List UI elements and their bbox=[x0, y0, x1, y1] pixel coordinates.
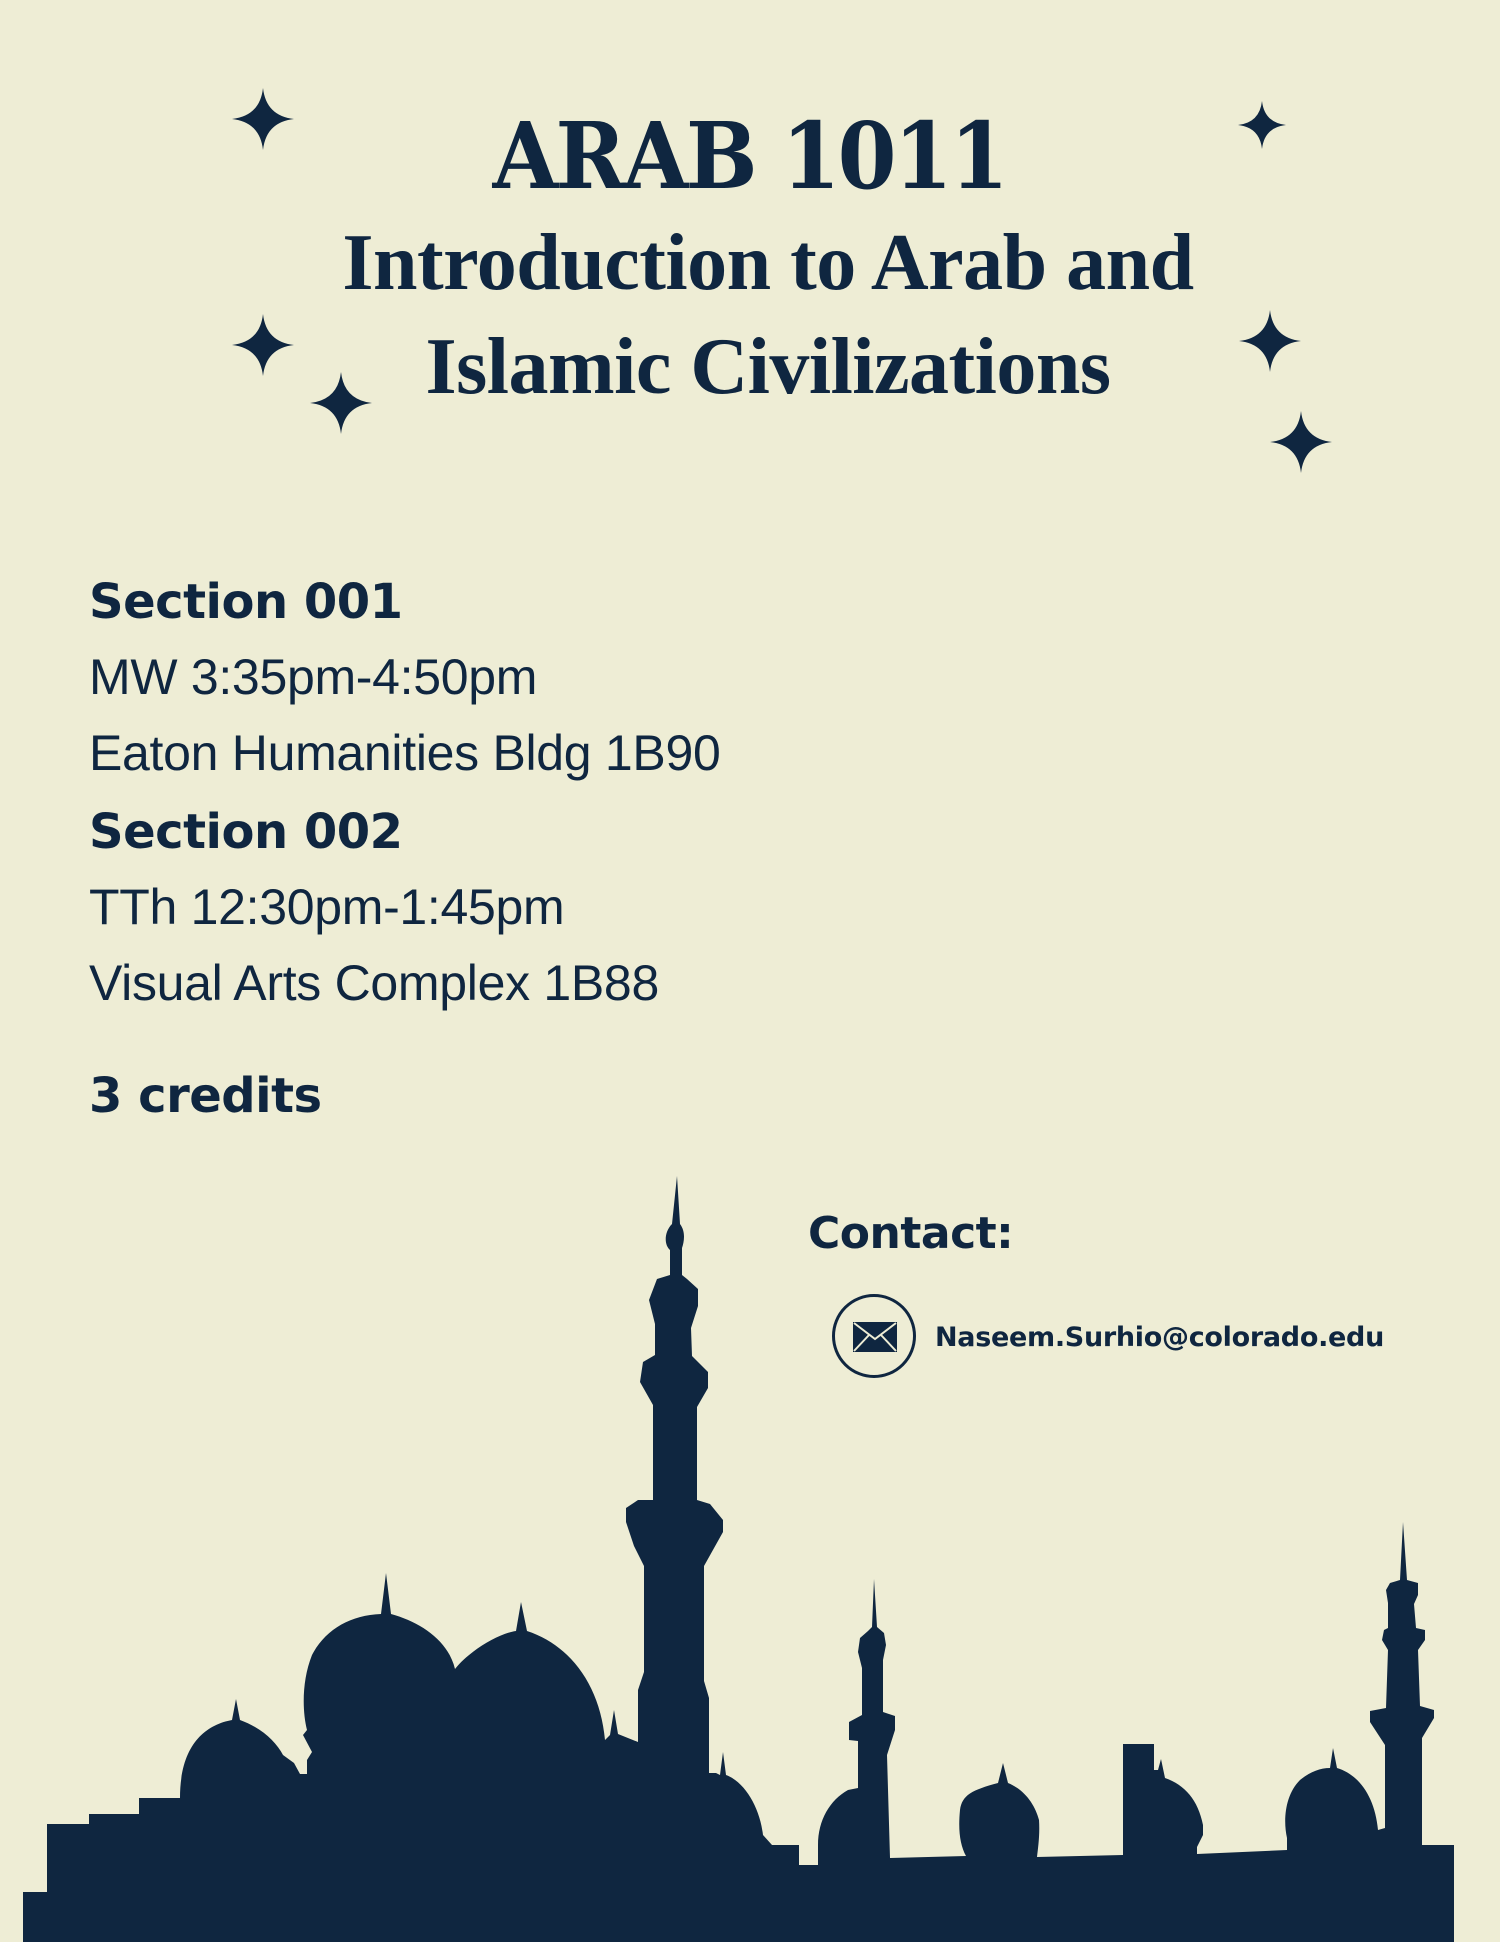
contact-email-link[interactable]: Naseem.Surhio@colorado.edu bbox=[935, 1322, 1384, 1353]
section-schedule: TTh 12:30pm-1:45pm bbox=[89, 879, 565, 935]
course-title-line-1: Introduction to Arab and bbox=[342, 219, 1194, 307]
contact-heading: Contact: bbox=[808, 1208, 1014, 1259]
section-location: Visual Arts Complex 1B88 bbox=[89, 955, 659, 1011]
section-schedule: MW 3:35pm-4:50pm bbox=[89, 649, 538, 705]
course-title-line-2: Islamic Civilizations bbox=[425, 323, 1111, 411]
credits-label: 3 credits bbox=[89, 1068, 322, 1124]
course-code: ARAB 1011 bbox=[492, 102, 1006, 210]
section-label: Section 002 bbox=[89, 804, 403, 860]
section-label: Section 001 bbox=[89, 574, 403, 630]
section-location: Eaton Humanities Bldg 1B90 bbox=[89, 725, 721, 781]
